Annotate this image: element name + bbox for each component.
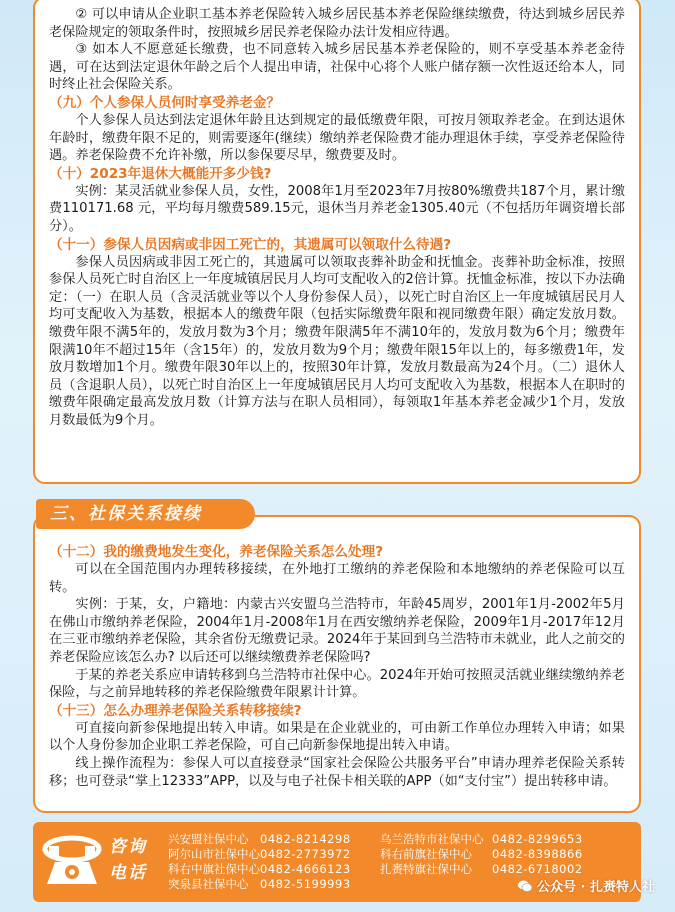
contact-name: 科右前旗社保中心	[380, 847, 472, 861]
contact-phone: 0482-5199993	[260, 877, 351, 891]
contact-row	[168, 862, 638, 877]
contact-phone: 0482-6718002	[492, 862, 583, 876]
wechat-watermark	[517, 876, 655, 895]
contact-phone: 0482-8398866	[492, 847, 583, 861]
question-12: （十二）我的缴费地发生变化，养老保险关系怎么处理?	[49, 544, 384, 560]
contact-phone: 0482-4666123	[260, 862, 351, 876]
contact-name: 乌兰浩特市社保中心	[380, 832, 484, 846]
watermark-text: 公众号 · 扎赉特人社	[537, 880, 655, 895]
contact-row	[168, 847, 638, 862]
contact-name: 阿尔山市社保中心	[168, 847, 260, 861]
consult-label-line-1: 咨询	[109, 837, 147, 857]
contact-name: 兴安盟社保中心	[168, 832, 249, 846]
paragraph-option-3: ③ 如本人不愿意延长缴费，也不同意转入城乡居民基本养老保险的，则不享受基本养老金待遇，可在达到法定退休年龄之后个人提出申请，社保中心将个人账户储存额一次性返还给本人，同时终止社会保险关系。	[49, 42, 625, 93]
question-10: （十）2023年退休大概能开多少钱?	[49, 165, 272, 182]
answer-9: 个人参保人员达到法定退休年龄且达到规定的最低缴费年限，可按月领取养老金。在到达退休年龄时，缴费年限不足的，则需要逐年(继续）缴纳养老保险费才能办理退休手续，享受养老保险待遇。养老保险费不允许补缴，所以参保要尽早，缴费要及时。	[49, 112, 625, 164]
content-card-pension	[33, 0, 641, 484]
question-11: （十一）参保人员因病或非因工死亡的，其遗属可以领取什么待遇?	[49, 236, 452, 253]
question-9: （九）个人参保人员何时享受养老金？	[49, 94, 281, 111]
telephone-icon	[41, 832, 103, 890]
answer-13-online: 线上操作流程为：参保人可以直接登录“国家社会保险公共服务平台”申请办理养老保险关系转移；也可登录“掌上12333”APP，以及与电子社保卡相关联的APP（如“支付宝”）提出转移申请。	[49, 755, 625, 789]
answer-12-intro: 可以在全国范围内办理转移接续，在外地打工缴纳的养老保险和本地缴纳的养老保险可以互转。	[49, 562, 625, 595]
contact-row	[168, 832, 638, 847]
consult-label-line-2: 电话	[109, 863, 147, 883]
contact-phone: 0482-8214298	[260, 832, 351, 846]
contact-name: 扎赉特旗社保中心	[380, 862, 472, 876]
answer-13-offline: 可直接向新参保地提出转入申请。如果是在企业就业的，可由新工作单位办理转入申请；如果以个人身份参加企业职工养老保险，可自己向新参保地提出转入申请。	[49, 720, 625, 754]
wechat-icon	[517, 878, 533, 894]
content-card-transfer	[33, 515, 641, 813]
contact-phone: 0482-2773972	[260, 847, 351, 861]
question-13: （十三）怎么办理养老保险关系转移接续?	[49, 702, 302, 719]
contact-name: 科右中旗社保中心	[168, 862, 260, 876]
contact-name: 突泉县社保中心	[168, 877, 249, 891]
answer-10: 实例：某灵活就业参保人员，女性，2008年1月至2023年7月按80%缴费共187个月，累计缴费110171.68 元，平均每月缴费589.15元，退休当月养老金1305.40元（不包括历年调资增长部分）。	[49, 183, 625, 234]
answer-11: 参保人员因病或非因工死亡的，其遗属可以领取丧葬补助金和抚恤金。丧葬补助金标准，按照参保人员死亡时自治区上一年度城镇居民月人均可支配收入的2倍计算。抚恤金标准，按以下办法确定：（一）在职人员（含灵活就业等以个人身份参保人员），以死亡时自治区上一年度城镇居民月人均可支配收入为基数，根据本人的缴费年限（包括实际缴费年限和视同缴费年限）确定发放月数。缴费年限不满5年的，发放月数为3个月；缴费年限满5年不满10年的，发放月数为6个月；缴费年限满10年不超过15年（含15年）的，发放月数为9个月；缴费年限15年以上的，每多缴费1年，发放月数增加1个月。缴费年限30年以上的，按照30年计算，发放月数最高为24个月。（二）退休人员（含退职人员），以死亡时自治区上一年度城镇居民月人均可支配收入为基数，根据本人在职时的缴费年限确定最高发放月数（计算方法与在职人员相同），每领取1年基本养老金减少1个月，发放月数最低为9个月。	[49, 254, 625, 428]
consult-label	[109, 834, 147, 886]
section-title-transfer: 三、社保关系接续	[36, 499, 255, 529]
answer-12-resolution: 于某的养老关系应申请转移到乌兰浩特市社保中心。2024年开始可按照灵活就业继续缴纳养老保险，与之前异地转移的养老保险缴费年限累计计算。	[49, 667, 625, 701]
paragraph-option-2: ② 可以申请从企业职工基本养老保险转入城乡居民基本养老保险继续缴费，待达到城乡居民养老保险规定的领取条件时，按照城乡居民养老保险办法计发相应待遇。	[49, 7, 625, 40]
answer-12-example: 实例：于某，女，户籍地：内蒙古兴安盟乌兰浩特市，年龄45周岁，2001年1月-2002年5月在佛山市缴纳养老保险，2004年1月-2008年1月在西安缴纳养老保险，2009年1月-2017年12月在三亚市缴纳养老保险，其余省份无缴费记录。2024年于某回到乌兰浩特市未就业，此人之前交的养老保险应该怎么办? 以后还可以继续缴费养老保险吗?	[49, 597, 625, 665]
contact-phone: 0482-8299653	[492, 832, 583, 846]
